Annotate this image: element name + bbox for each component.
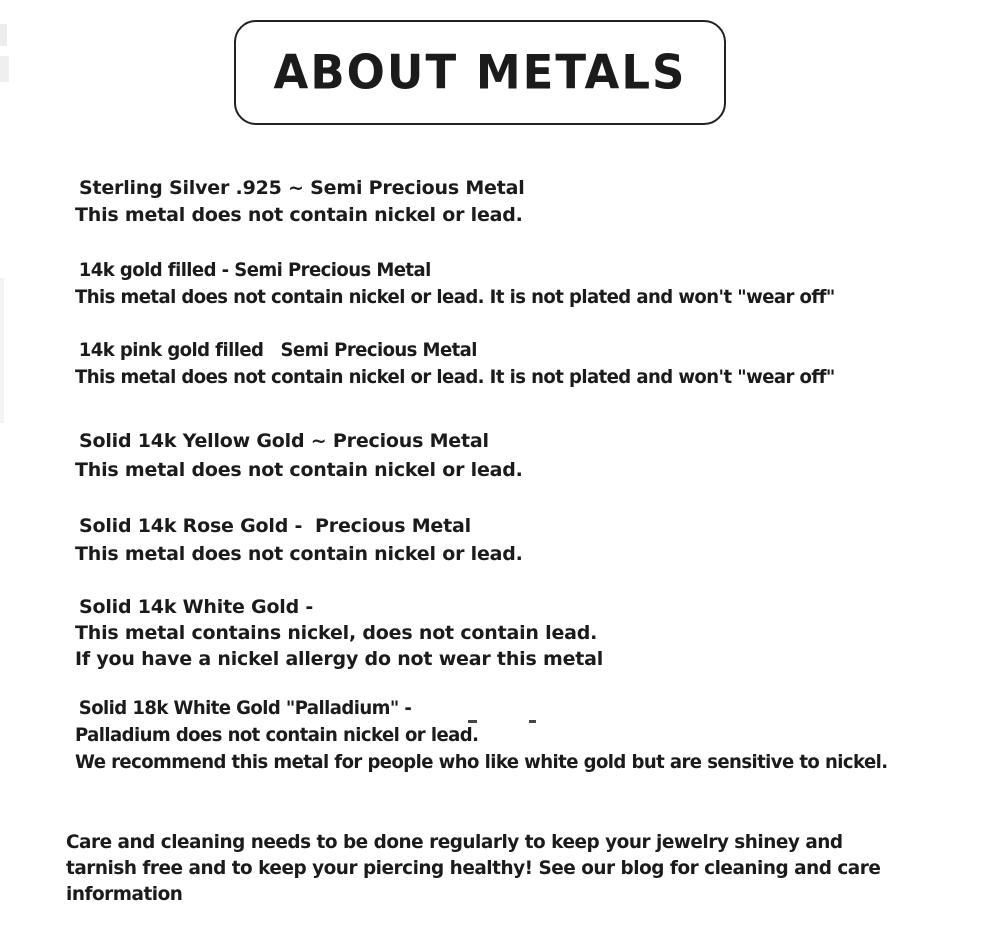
section-heading: Solid 18k White Gold "Palladium" - <box>78 697 412 719</box>
footer-paragraph <box>66 829 941 907</box>
section-body-line: This metal contains nickel, does not contain lead. <box>75 622 598 644</box>
section-body-line: Palladium does not contain nickel or lead. <box>75 724 479 746</box>
section-heading: Sterling Silver .925 ~ Semi Precious Metal <box>79 177 525 199</box>
metal-section <box>75 695 923 776</box>
scan-artifact <box>0 56 9 82</box>
scan-artifact <box>0 24 7 46</box>
metal-section <box>75 175 968 229</box>
metal-section <box>75 512 968 568</box>
scan-artifact <box>468 720 477 723</box>
metal-section <box>75 257 923 311</box>
section-body-line: This metal does not contain nickel or lead. It is not plated and won't "wear off" <box>75 366 835 388</box>
section-heading: Solid 14k Yellow Gold ~ Precious Metal <box>79 430 489 452</box>
section-heading: Solid 14k White Gold - <box>79 596 314 618</box>
metal-section <box>75 337 923 391</box>
section-body-line: This metal does not contain nickel or lead. It is not plated and won't "wear off" <box>75 286 835 308</box>
footer-line: Care and cleaning needs to be done regularly to keep your jewelry shiney and <box>66 831 843 853</box>
footer-line: information <box>66 883 183 905</box>
section-heading: 14k pink gold filled Semi Precious Metal <box>78 339 477 361</box>
scan-artifact <box>529 720 536 723</box>
section-body-line: We recommend this metal for people who like white gold but are sensitive to nickel. <box>75 751 888 773</box>
page-title: ABOUT METALS <box>273 44 687 101</box>
section-body-line: This metal does not contain nickel or lead. <box>75 459 523 481</box>
title-box <box>234 20 726 125</box>
metal-section <box>75 427 968 485</box>
section-body-line: This metal does not contain nickel or lead. <box>75 543 523 565</box>
section-body-line: This metal does not contain nickel or lead. <box>75 204 523 226</box>
section-heading: Solid 14k Rose Gold - Precious Metal <box>79 515 471 537</box>
footer-line: tarnish free and to keep your piercing healthy! See our blog for cleaning and care <box>66 857 881 879</box>
scan-artifact <box>0 278 4 423</box>
section-body-line: If you have a nickel allergy do not wear this metal <box>75 648 604 670</box>
metal-section <box>75 594 968 672</box>
section-heading: 14k gold filled - Semi Precious Metal <box>78 259 431 281</box>
